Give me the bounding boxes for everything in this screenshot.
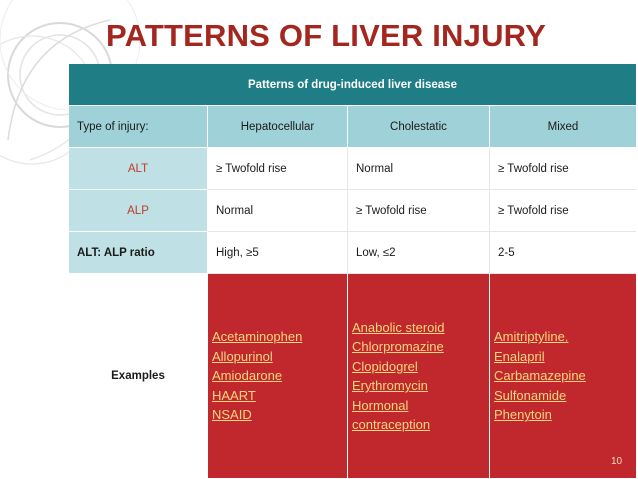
- column-header-cholestatic: Cholestatic: [348, 106, 490, 148]
- table-cell: ≥ Twofold rise: [490, 190, 636, 232]
- examples-hepatocellular: [208, 274, 348, 478]
- drug-link[interactable]: Erythromycin: [352, 378, 428, 393]
- row-label-examples: Examples: [69, 274, 208, 478]
- table-cell: Normal: [348, 148, 490, 190]
- column-header-mixed: Mixed: [490, 106, 636, 148]
- drug-link[interactable]: HAART: [212, 387, 256, 403]
- drug-link[interactable]: contraception: [352, 417, 431, 432]
- drug-link[interactable]: Acetaminophen: [212, 329, 303, 345]
- column-header-hepatocellular: Hepatocellular: [208, 106, 348, 148]
- table-cell: 2-5: [490, 232, 636, 274]
- drug-link[interactable]: Hormonal: [352, 397, 409, 413]
- column-header-type: Type of injury:: [69, 106, 208, 148]
- drug-link-text[interactable]: Amitriptyline: [494, 329, 565, 345]
- drug-link[interactable]: Phenytoin: [494, 407, 552, 423]
- drug-link[interactable]: Enalapril: [494, 348, 545, 364]
- drug-link[interactable]: Clopidogrel: [352, 358, 418, 374]
- table-cell: ≥ Twofold rise: [490, 148, 636, 190]
- comma-separator: ,: [564, 329, 569, 345]
- examples-cholestatic: [348, 274, 490, 478]
- table-cell: ≥ Twofold rise: [208, 148, 348, 190]
- row-label-alt: ALT: [69, 148, 208, 190]
- table-caption: Patterns of drug-induced liver disease: [69, 64, 636, 106]
- table-cell: High, ≥5: [208, 232, 348, 274]
- examples-mixed: [490, 274, 636, 478]
- drug-link[interactable]: [494, 327, 586, 347]
- drug-link[interactable]: Sulfonamide: [494, 387, 567, 403]
- row-label-ratio: ALT: ALP ratio: [69, 232, 208, 274]
- table-cell: Low, ≤2: [348, 232, 490, 274]
- drug-link[interactable]: Amiodarone: [212, 368, 283, 384]
- table-cell: ≥ Twofold rise: [348, 190, 490, 232]
- table-cell: Normal: [208, 190, 348, 232]
- liver-injury-table: [69, 64, 636, 476]
- slide-title: PATTERNS OF LIVER INJURY: [106, 18, 546, 53]
- drug-link[interactable]: Anabolic steroid: [352, 319, 445, 335]
- drug-link[interactable]: Allopurinol: [212, 348, 273, 364]
- drug-link[interactable]: NSAID: [212, 407, 252, 423]
- row-label-alp: ALP: [69, 190, 208, 232]
- drug-link[interactable]: Chlorpromazine: [352, 339, 444, 354]
- page-number: 10: [611, 456, 623, 467]
- drug-link[interactable]: Carbamazepine: [494, 368, 586, 384]
